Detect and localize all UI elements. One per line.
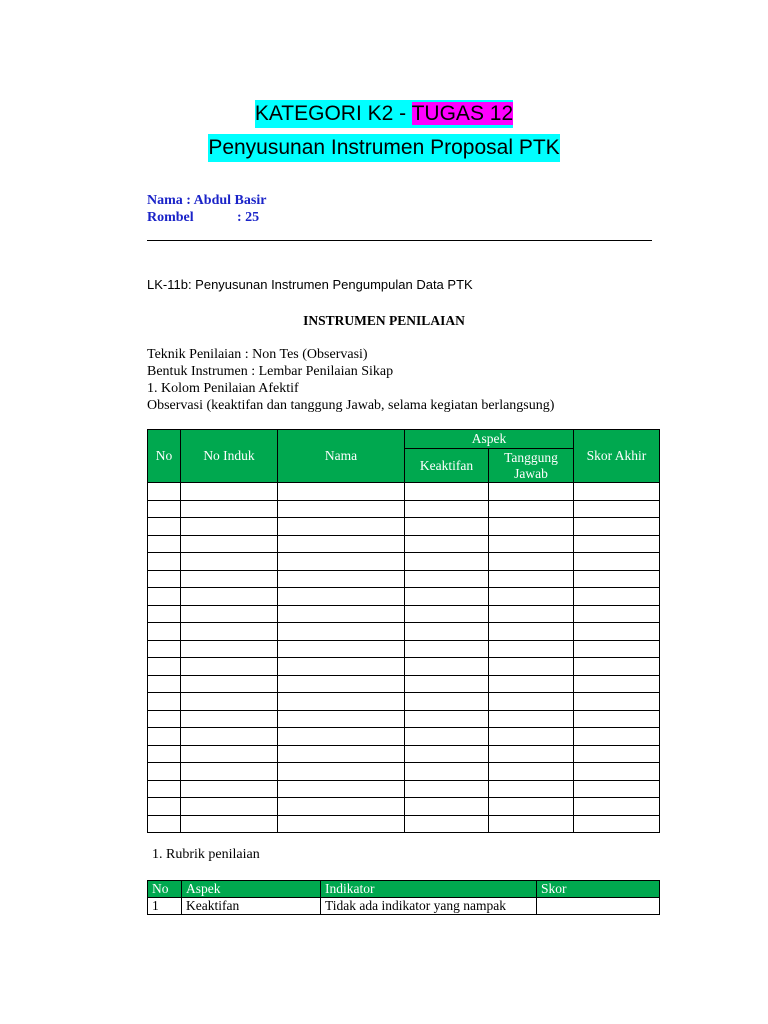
table-cell [181, 605, 278, 623]
table-cell [148, 640, 181, 658]
table-cell [181, 535, 278, 553]
table-cell [489, 570, 574, 588]
assessment-info [147, 346, 554, 414]
rubrik-header-row [148, 881, 660, 898]
rubrik-title: 1. Rubrik penilaian [152, 847, 260, 862]
table-cell [574, 640, 660, 658]
table-cell [148, 815, 181, 833]
table-cell [405, 658, 489, 676]
table-cell [278, 623, 405, 641]
table-cell [405, 553, 489, 571]
assessment-table [147, 429, 660, 833]
table-cell [574, 605, 660, 623]
table-cell [181, 693, 278, 711]
table-row [148, 535, 660, 553]
nama-label: Nama : [147, 193, 191, 208]
table-cell [148, 728, 181, 746]
table-cell [181, 588, 278, 606]
table-cell [405, 745, 489, 763]
table-row [148, 570, 660, 588]
table-cell [181, 500, 278, 518]
table-cell [278, 483, 405, 501]
table-cell [489, 693, 574, 711]
table-cell [181, 570, 278, 588]
table-cell [181, 780, 278, 798]
rubrik-cell-indikator: Tidak ada indikator yang nampak [321, 898, 537, 915]
rombel-label: Rombel [147, 210, 194, 225]
rubrik-table [147, 880, 660, 915]
table-cell [181, 798, 278, 816]
table-cell [181, 745, 278, 763]
table-cell [405, 798, 489, 816]
table-cell [489, 728, 574, 746]
table-cell [574, 570, 660, 588]
table-cell [278, 658, 405, 676]
tugas-text: TUGAS 12 [411, 102, 514, 125]
section-heading: INSTRUMEN PENILAIAN [303, 313, 465, 328]
table-cell [489, 675, 574, 693]
table-cell [574, 553, 660, 571]
header-no-induk: No Induk [181, 430, 278, 483]
table-cell [405, 780, 489, 798]
rubrik-cell-aspek: Keaktifan [182, 898, 321, 915]
table-cell [574, 728, 660, 746]
table-cell [405, 728, 489, 746]
table-cell [489, 588, 574, 606]
rubrik-header-aspek: Aspek [182, 881, 321, 898]
table-cell [278, 780, 405, 798]
table-cell [574, 500, 660, 518]
table-cell [405, 640, 489, 658]
table-cell [574, 675, 660, 693]
observasi-text: Observasi (keaktifan dan tanggung Jawab, selama kegiatan berlangsung) [147, 398, 555, 413]
rombel-row [147, 209, 266, 226]
header-tanggung-jawab: Tanggung Jawab [489, 449, 574, 483]
table-cell [405, 500, 489, 518]
table-cell [148, 605, 181, 623]
table-cell [181, 815, 278, 833]
table-row [148, 658, 660, 676]
table-cell [489, 623, 574, 641]
table-row [148, 483, 660, 501]
table-cell [574, 780, 660, 798]
table-cell [278, 588, 405, 606]
title-line-1 [255, 100, 513, 128]
table-cell [181, 710, 278, 728]
table-cell [278, 535, 405, 553]
table-cell [574, 710, 660, 728]
table-row [148, 675, 660, 693]
table-cell [181, 553, 278, 571]
table-cell [489, 500, 574, 518]
table-cell [405, 535, 489, 553]
table-cell [405, 763, 489, 781]
table-cell [181, 518, 278, 536]
table-cell [181, 658, 278, 676]
table-row [148, 780, 660, 798]
table-cell [489, 798, 574, 816]
rubrik-header-no: No [148, 881, 182, 898]
table-cell [574, 693, 660, 711]
table-cell [181, 640, 278, 658]
table-row [148, 640, 660, 658]
table-cell [489, 658, 574, 676]
table-row [148, 798, 660, 816]
table-cell [489, 745, 574, 763]
teknik-text: Teknik Penilaian : Non Tes (Observasi) [147, 347, 368, 362]
table-cell [574, 588, 660, 606]
table-cell [278, 815, 405, 833]
table-cell [148, 658, 181, 676]
table-cell [405, 605, 489, 623]
rubrik-row [148, 898, 660, 915]
table-cell [278, 553, 405, 571]
table-cell [405, 483, 489, 501]
table-cell [181, 483, 278, 501]
table-cell [574, 798, 660, 816]
table-cell [148, 535, 181, 553]
table-cell [489, 815, 574, 833]
identity-block [147, 192, 266, 226]
table-cell [278, 640, 405, 658]
table-cell [574, 815, 660, 833]
rubrik-header-skor: Skor [537, 881, 660, 898]
table-cell [574, 763, 660, 781]
table-cell [489, 763, 574, 781]
table-cell [574, 483, 660, 501]
table-cell [148, 675, 181, 693]
table-cell [148, 780, 181, 798]
table-row [148, 588, 660, 606]
rubrik-header-indikator: Indikator [321, 881, 537, 898]
table-row [148, 710, 660, 728]
table-cell [278, 798, 405, 816]
table-cell [181, 763, 278, 781]
table-cell [574, 518, 660, 536]
table-cell [148, 500, 181, 518]
kolom-text: 1. Kolom Penilaian Afektif [147, 381, 299, 396]
table-body [148, 483, 660, 833]
table-cell [148, 798, 181, 816]
table-cell [148, 588, 181, 606]
table-cell [181, 675, 278, 693]
nama-row [147, 192, 266, 209]
table-cell [148, 693, 181, 711]
table-cell [405, 570, 489, 588]
table-cell [278, 518, 405, 536]
table-cell [278, 710, 405, 728]
table-cell [405, 588, 489, 606]
table-cell [489, 535, 574, 553]
table-header-row [148, 430, 660, 449]
table-cell [405, 518, 489, 536]
subtitle: Penyusunan Instrumen Proposal PTK [208, 134, 559, 162]
table-cell [405, 815, 489, 833]
table-row [148, 815, 660, 833]
header-no: No [148, 430, 181, 483]
table-cell [574, 745, 660, 763]
rubrik-cell-skor [537, 898, 660, 915]
table-cell [278, 693, 405, 711]
table-row [148, 623, 660, 641]
table-cell [489, 780, 574, 798]
table-cell [278, 605, 405, 623]
header-nama: Nama [278, 430, 405, 483]
table-cell [148, 745, 181, 763]
table-row [148, 745, 660, 763]
table-cell [181, 728, 278, 746]
kategori-text: KATEGORI K2 - [254, 102, 412, 125]
table-cell [574, 658, 660, 676]
table-cell [574, 623, 660, 641]
table-cell [148, 483, 181, 501]
rombel-value: : 25 [237, 210, 260, 225]
table-cell [489, 605, 574, 623]
table-cell [489, 710, 574, 728]
table-cell [278, 500, 405, 518]
table-row [148, 553, 660, 571]
table-cell [278, 763, 405, 781]
table-cell [181, 623, 278, 641]
table-cell [405, 710, 489, 728]
table-row [148, 605, 660, 623]
table-cell [278, 745, 405, 763]
header-skor-akhir: Skor Akhir [574, 430, 660, 483]
table-row [148, 518, 660, 536]
table-cell [489, 483, 574, 501]
table-cell [278, 675, 405, 693]
table-cell [405, 623, 489, 641]
table-row [148, 693, 660, 711]
table-cell [148, 763, 181, 781]
table-cell [148, 623, 181, 641]
table-cell [489, 640, 574, 658]
table-row [148, 728, 660, 746]
table-cell [489, 518, 574, 536]
divider-line [147, 240, 652, 241]
table-cell [148, 570, 181, 588]
header-keaktifan: Keaktifan [405, 449, 489, 483]
lk-title: LK-11b: Penyusunan Instrumen Pengumpulan Data PTK [147, 277, 473, 292]
table-cell [489, 553, 574, 571]
table-cell [278, 728, 405, 746]
table-cell [405, 675, 489, 693]
table-cell [148, 710, 181, 728]
table-cell [278, 570, 405, 588]
table-cell [148, 553, 181, 571]
header-aspek: Aspek [405, 430, 574, 449]
table-row [148, 500, 660, 518]
title-block [0, 100, 768, 162]
bentuk-text: Bentuk Instrumen : Lembar Penilaian Sikap [147, 364, 394, 379]
table-row [148, 763, 660, 781]
rubrik-cell-no: 1 [148, 898, 182, 915]
table-cell [574, 535, 660, 553]
table-cell [148, 518, 181, 536]
table-cell [405, 693, 489, 711]
nama-value: Abdul Basir [193, 193, 267, 208]
